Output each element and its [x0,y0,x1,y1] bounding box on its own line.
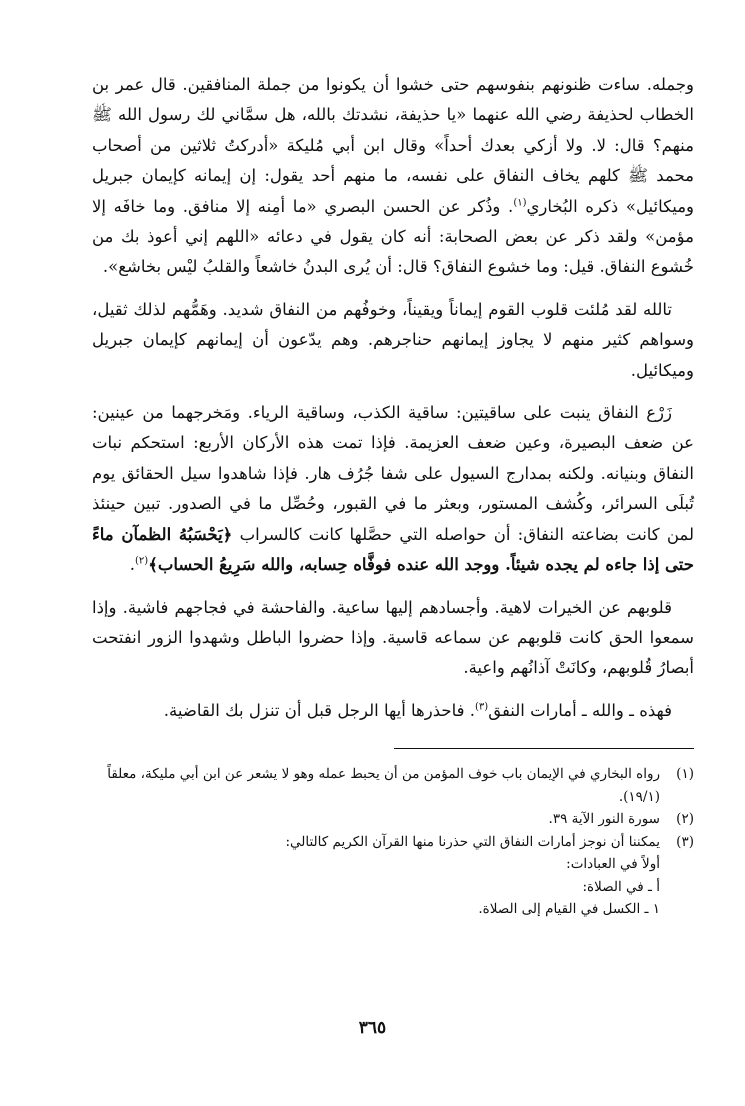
footnote-divider [394,748,694,749]
footnote-text: يمكننا أن نوجز أمارات النفاق التي حذرنا منها القرآن الكريم كالتالي: [285,833,660,850]
footnote-ref-1[interactable]: (١) [513,197,527,209]
paragraph-4: قلوبهم عن الخيرات لاهية. وأجسادهم إليها ساعية. والفاحشة في فجاجهم فاشية. وإذا سمعوا الحق كانت قلوبهم عن سماعه قاسية. وإذا حضروا الباطل وشهدوا الزور انفتحت أبصارُ قُلوبهم، وكانَتْ آذانُهم واعية. [92,597,694,678]
footnote-1 [92,763,694,808]
footnote-number: (١) [676,766,694,783]
footnote-3-line-2: أ ـ في الصلاة: [582,878,660,895]
footnotes [92,763,694,921]
footnote-3 [92,831,694,854]
footnote-text: سورة النور الآية ٣٩. [548,811,660,828]
paragraph-3: زَرْع النفاق ينبت على ساقيتين: ساقية الكذب، وساقية الرياء. ومَخرجهما من عينين: عن ضعف البصيرة، وعين ضعف العزيمة. فإذا تمت هذه الأركان الأربع: استحكم نبات النفاق وبنيانه. ولكنه بمدارج السيول على شفا جُرُف هار. فإذا شاهدوا سيل الحقائق يوم تُبلَى السرائر، وكُشف المستور، وبعثر ما في القبور، وحُصِّل ما في الصدور. تبين حينئذ لمن كانت بضاعته النفاق: أن حواصله التي حصَّلها كانت كالسراب ﴿يَحْسَبُهُ الظمآن ماءً حتى إذا جاءه لم يجده شيئاً. ووجد الله عنده فوفَّاه حِسابه، والله سَرِيعُ الحساب﴾$^{(٢)}$. [92,403,695,575]
footnote-text: رواه البخاري في الإيمان باب خوف المؤمن من أن يحبط عمله وهو لا يشعر عن ابن أبي مليكة، معلقاً (١٩/١). [107,766,660,805]
paragraph-5: فهذه ـ والله ـ أمارات النفق$^{(٣)}$. فاحذرها أيها الرجل قبل أن تنزل بك القاضية. [163,700,672,720]
page-number: ٣٦٥ [358,1018,387,1038]
main-text [92,70,694,726]
footnote-ref-2[interactable]: (٢) [135,555,149,567]
footnote-3-line-1: أولاً في العبادات: [566,856,660,873]
paragraph-2: تالله لقد مُلئت قلوب القوم إيماناً ويقيناً، وخوفُهم من النفاق شديد. وهَمُّهم لذلك ثقيل، وسواهم كثير منهم لا يجاوز إيمانهم حناجرهم. وهم يدّعون أن إيمانهم كإيمان جبريل وميكائيل. [92,299,694,380]
footnote-number: (٣) [676,833,694,850]
paragraph-1: وجمله. ساءت ظنونهم بنفوسهم حتى خشوا أن يكونوا من جملة المنافقين. قال عمر بن الخطاب لحذيفة رضي الله عنهما «يا حذيفة، نشدتك بالله، هل سمَّاني لك رسول الله ﷺ منهم؟ قال: لا. ولا أزكي بعدك أحداً» وقال ابن أبي مُليكة «أدركتُ ثلاثين من أصحاب محمد ﷺ كلهم يخاف النفاق على نفسه، ما منهم أحد يقول: إن إيمانه كإيمان جبريل وميكائيل» ذكره البُخاري$^{(١)}$. وذُكر عن الحسن البصري «ما أمِنه إلا منافق. وما خافَه إلا مؤمن» ولقد ذكر عن بعض الصحابة: أنه كان يقول في دعائه «اللهم إني أعوذ بك من خُشوع النفاق. قيل: وما خشوع النفاق؟ قال: أن يُرى البدنُ خاشعاً والقلبُ ليْس بخاشع». [92,75,694,277]
footnote-2 [92,808,694,831]
footnote-3-line-3: ١ ـ الكسل في القيام إلى الصلاة. [478,901,660,918]
footnote-number: (٢) [676,811,694,828]
footnote-ref-3[interactable]: (٣) [475,701,489,713]
quran-verse: ﴿يَحْسَبُهُ الظمآن ماءً حتى إذا جاءه لم يجده شيئاً. ووجد الله عنده فوفَّاه حِسابه، والله سَرِيعُ الحساب﴾ [92,524,694,575]
page-content [92,70,694,921]
